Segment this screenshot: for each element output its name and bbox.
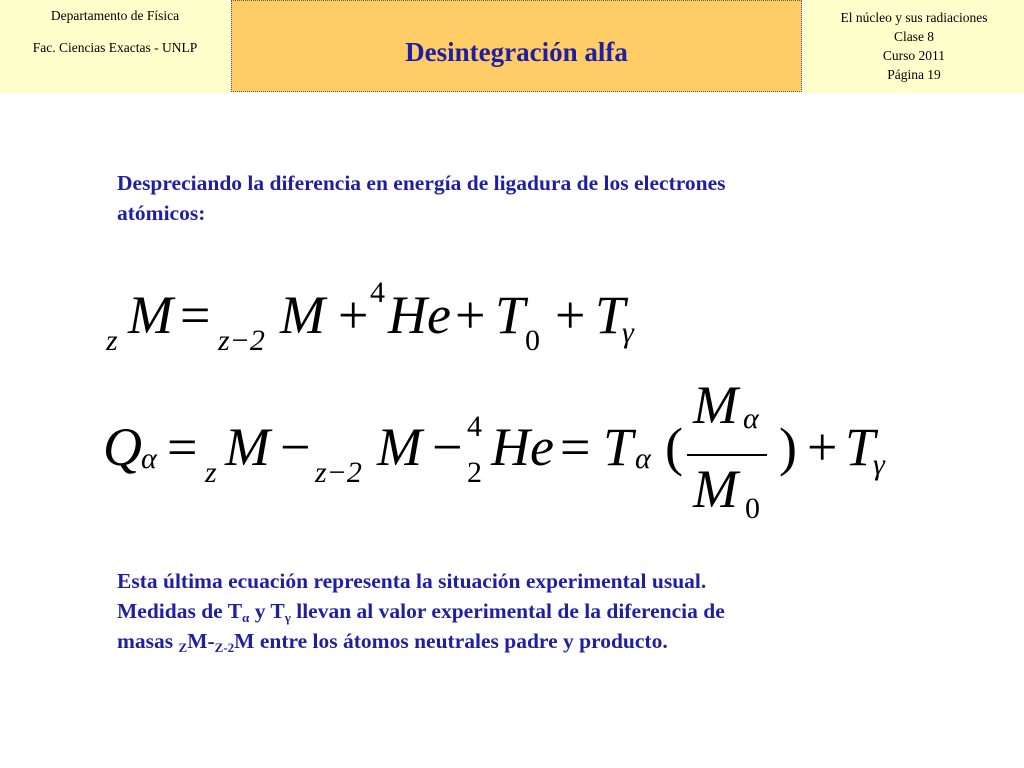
intro-line-1: Despreciando la diferencia en energía de ligadura de los electrones [117, 171, 726, 195]
class-label: Clase 8 [893, 29, 935, 44]
conclusion-line-2-b: y T [249, 599, 285, 623]
eq1-plus-3: + [555, 285, 586, 345]
equation-1 [100, 272, 700, 372]
eq2-right-paren: ) [779, 417, 797, 477]
header-left-panel [0, 0, 230, 93]
eq1-subscript-z: z [106, 324, 118, 357]
page-number-label: Página 19 [887, 67, 941, 82]
eq1-helium: He [388, 285, 451, 345]
conclusion-line-2-c: llevan al valor experimental de la diferencia de [290, 599, 725, 623]
conclusion-line-1: Esta última ecuación representa la situación experimental usual. [117, 569, 707, 593]
eq1-t0: T [495, 285, 526, 345]
conclusion-line-3-b: M- [187, 629, 215, 653]
eq2-minus-1: − [280, 417, 311, 477]
eq2-helium: He [491, 417, 554, 477]
header-title-panel [231, 0, 802, 92]
conclusion-sub-gamma: γ [284, 610, 291, 625]
equation-2 [95, 375, 935, 530]
eq2-numerator-m: M [693, 375, 738, 435]
eq2-minus-2: − [432, 417, 463, 477]
conclusion-paragraph [117, 566, 977, 656]
eq1-subscript-gamma: γ [622, 316, 634, 349]
eq2-mass-daughter: M [377, 417, 422, 477]
eq2-subscript-2: 2 [467, 456, 482, 489]
header-right-panel [804, 0, 1024, 93]
conclusion-sub-alpha: α [242, 610, 250, 625]
eq2-q: Q [103, 417, 142, 477]
eq2-plus: + [807, 417, 838, 477]
eq2-fraction-bar [687, 454, 767, 456]
eq2-talpha: T [603, 417, 634, 477]
conclusion-line-3-c: M entre los átomos neutrales padre y producto. [234, 629, 668, 653]
eq2-superscript-4: 4 [467, 410, 482, 443]
eq1-mass-parent: M [128, 285, 173, 345]
department-label: Departamento de Física [50, 8, 180, 23]
eq1-plus-1: + [338, 285, 369, 345]
eq2-tgamma: T [845, 417, 876, 477]
faculty-label: Fac. Ciencias Exactas - UNLP [32, 40, 198, 55]
course-topic-label: El núcleo y sus radiaciones [840, 10, 988, 25]
eq1-tgamma: T [595, 285, 626, 345]
eq2-equals-1: = [167, 417, 198, 477]
eq2-denominator-0: 0 [745, 492, 760, 525]
eq2-subscript-alpha-2: α [635, 442, 651, 475]
eq1-superscript-4: 4 [370, 276, 385, 309]
eq2-subscript-z-minus-2: z−2 [315, 456, 362, 489]
eq2-numerator-alpha: α [743, 402, 759, 435]
eq1-subscript-z-minus-2: z−2 [218, 324, 265, 357]
eq1-equals: = [180, 285, 211, 345]
eq1-plus-2: + [455, 285, 486, 345]
conclusion-line-3 [117, 626, 977, 656]
eq1-subscript-0: 0 [525, 324, 540, 357]
eq2-subscript-z: z [205, 456, 217, 489]
conclusion-line-3-a: masas [117, 629, 179, 653]
intro-paragraph [117, 168, 957, 228]
conclusion-line-2 [117, 596, 977, 626]
eq2-mass-parent: M [225, 417, 270, 477]
eq2-left-paren: ( [665, 417, 683, 477]
eq1-mass-daughter: M [280, 285, 325, 345]
conclusion-line-2-a: Medidas de T [117, 599, 243, 623]
eq2-subscript-gamma: γ [873, 448, 885, 481]
eq2-equals-2: = [560, 417, 591, 477]
intro-line-2: atómicos: [117, 201, 206, 225]
eq2-denominator-m: M [693, 459, 738, 519]
eq2-subscript-alpha: α [141, 442, 157, 475]
page-title: Desintegración alfa [405, 36, 628, 67]
conclusion-sub-z: Z [178, 640, 188, 655]
course-year-label: Curso 2011 [882, 48, 946, 63]
conclusion-sub-z-minus-2: Z-2 [214, 640, 235, 655]
